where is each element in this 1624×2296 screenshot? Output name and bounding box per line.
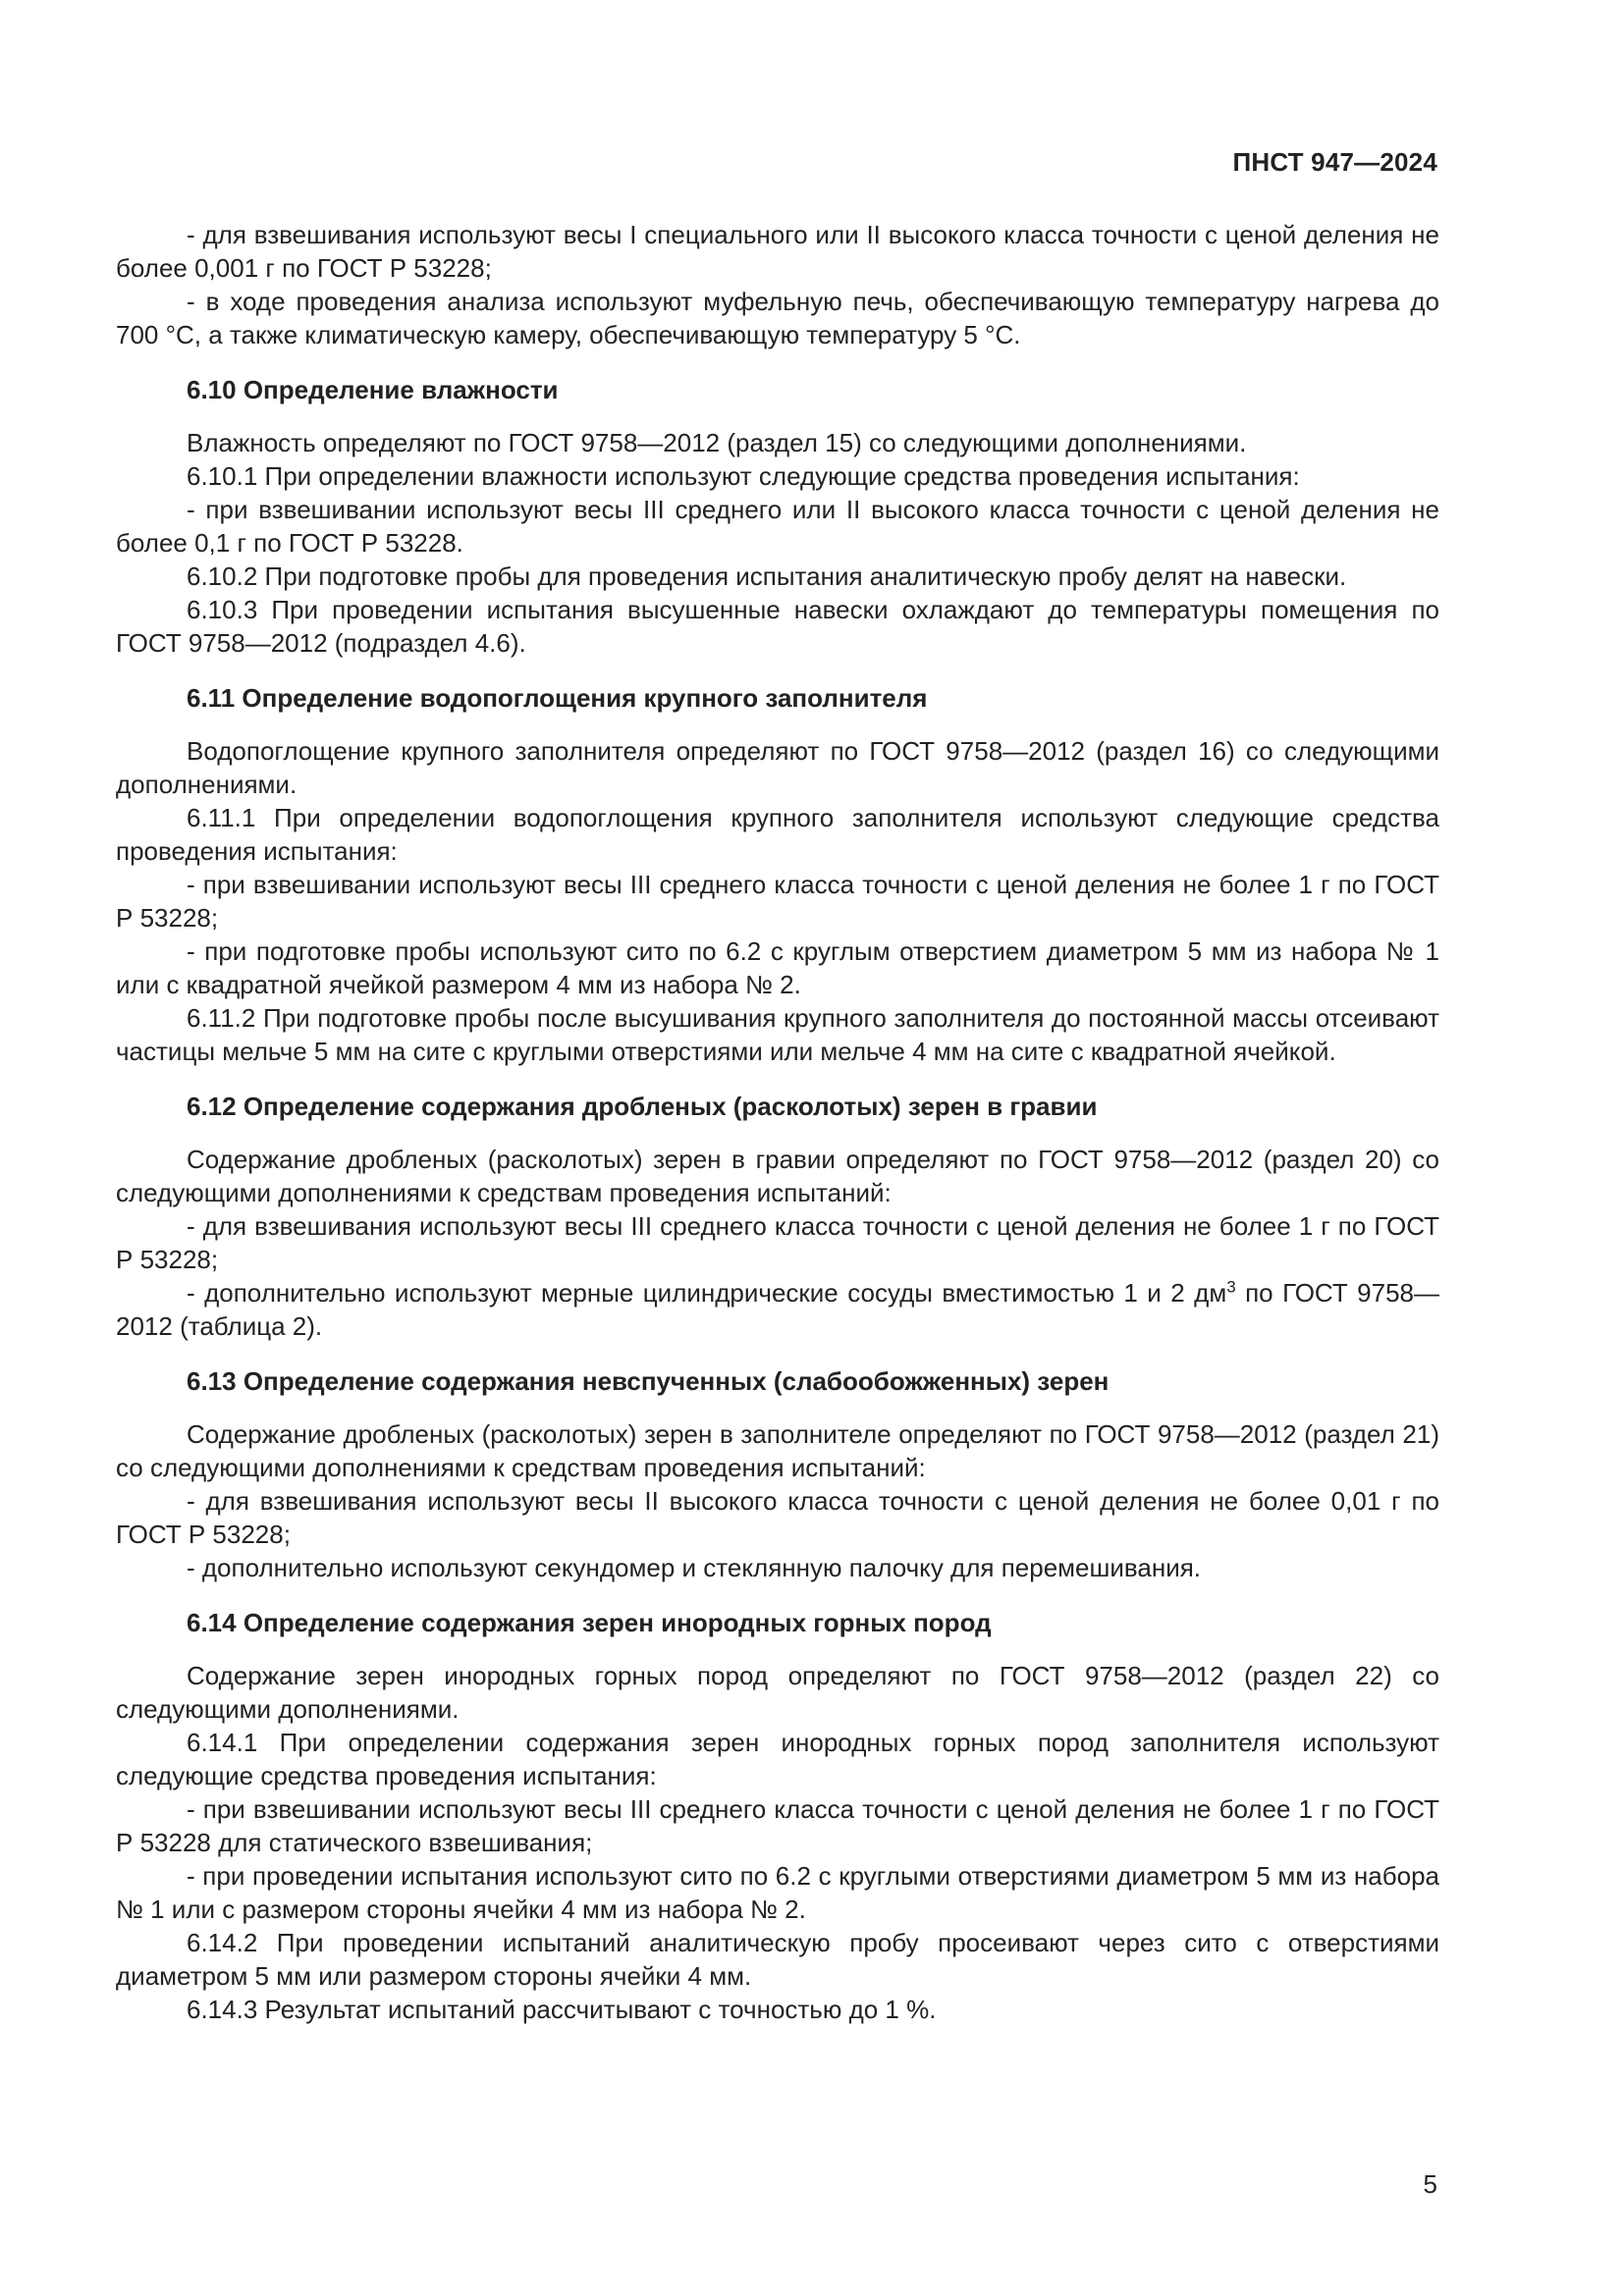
document-id: ПНСТ 947—2024 (1232, 147, 1437, 177)
paragraph-with-superscript (116, 1276, 1439, 1343)
paragraph: 6.14.2 При проведении испытаний аналитическую пробу просеивают через сито с отверстиями диаметром 5 мм или размером стороны ячейки 4 мм. (116, 1928, 1439, 1991)
section-heading-6-10: 6.10 Определение влажности (187, 375, 559, 404)
paragraph: - для взвешивания используют весы I специального или II высокого класса точности с ценой деления не более 0,001 г по ГОСТ Р 53228; (116, 220, 1439, 283)
document-body (116, 218, 1439, 2026)
paragraph: 6.14.3 Результат испытаний рассчитывают с точностью до 1 %. (187, 1995, 937, 2024)
section-heading-6-14: 6.14 Определение содержания зерен инородных горных пород (187, 1608, 992, 1637)
paragraph: - при взвешивании используют весы III среднего класса точности с ценой деления не более 1 г по ГОСТ Р 53228 для статического взвешивания; (116, 1794, 1439, 1857)
paragraph: Влажность определяют по ГОСТ 9758—2012 (раздел 15) со следующими дополнениями. (187, 428, 1247, 457)
paragraph: - при подготовке пробы используют сито по 6.2 с круглым отверстием диаметром 5 мм из набора № 1 или с квадратной ячейкой размером 4 мм из набора № 2. (116, 936, 1439, 999)
paragraph: Содержание зерен инородных горных пород определяют по ГОСТ 9758—2012 (раздел 22) со следующими дополнениями. (116, 1661, 1439, 1724)
paragraph: - при проведении испытания используют сито по 6.2 с круглыми отверстиями диаметром 5 мм из набора № 1 или с размером стороны ячейки 4 мм из набора № 2. (116, 1861, 1439, 1924)
paragraph: - для взвешивания используют весы III среднего класса точности с ценой деления не более 1 г по ГОСТ Р 53228; (116, 1211, 1439, 1274)
paragraph: Содержание дробленых (расколотых) зерен в гравии определяют по ГОСТ 9758—2012 (раздел 20) со следующими дополнениями к средствам проведения испытаний: (116, 1145, 1439, 1207)
paragraph-text: - дополнительно используют мерные цилиндрические сосуды вместимостью 1 и 2 дм (187, 1278, 1227, 1308)
paragraph: 6.14.1 При определении содержания зерен инородных горных пород заполнителя используют следующие средства проведения испытания: (116, 1728, 1439, 1790)
paragraph: 6.11.2 При подготовке пробы после высушивания крупного заполнителя до постоянной массы отсеивают частицы мельче 5 мм на сите с круглыми отверстиями или мельче 4 мм на сите с квадратной ячейкой. (116, 1003, 1439, 1066)
paragraph: - при взвешивании используют весы III среднего класса точности с ценой деления не более 1 г по ГОСТ Р 53228; (116, 870, 1439, 933)
paragraph: Содержание дробленых (расколотых) зерен в заполнителе определяют по ГОСТ 9758—2012 (раздел 21) со следующими дополнениями к средствам проведения испытаний: (116, 1419, 1439, 1482)
paragraph: - в ходе проведения анализа используют муфельную печь, обеспечивающую температуру нагрева до 700 °С, а также климатическую камеру, обеспечивающую температуру 5 °С. (116, 287, 1439, 349)
section-heading-6-11: 6.11 Определение водопоглощения крупного заполнителя (187, 683, 928, 713)
paragraph: 6.10.2 При подготовке пробы для проведения испытания аналитическую пробу делят на навески. (187, 561, 1347, 591)
superscript: 3 (1226, 1277, 1236, 1297)
paragraph: - дополнительно используют секундомер и стеклянную палочку для перемешивания. (187, 1553, 1202, 1582)
paragraph: - при взвешивании используют весы III среднего или II высокого класса точности с ценой деления не более 0,1 г по ГОСТ Р 53228. (116, 495, 1439, 558)
section-heading-6-12: 6.12 Определение содержания дробленых (расколотых) зерен в гравии (187, 1092, 1098, 1121)
paragraph: 6.10.3 При проведении испытания высушенные навески охлаждают до температуры помещения по ГОСТ 9758—2012 (подраздел 4.6). (116, 595, 1439, 658)
section-heading-6-13: 6.13 Определение содержания невспученных (слабообожженных) зерен (187, 1366, 1110, 1396)
page-number: 5 (1423, 2169, 1437, 2199)
paragraph: 6.10.1 При определении влажности используют следующие средства проведения испытания: (187, 461, 1300, 491)
paragraph-text-cont: по ГОСТ 9758—2012 (таблица 2). (116, 1278, 1439, 1341)
paragraph: Водопоглощение крупного заполнителя определяют по ГОСТ 9758—2012 (раздел 16) со следующими дополнениями. (116, 736, 1439, 799)
paragraph: - для взвешивания используют весы II высокого класса точности с ценой деления не более 0,01 г по ГОСТ Р 53228; (116, 1486, 1439, 1549)
paragraph: 6.11.1 При определении водопоглощения крупного заполнителя используют следующие средства проведения испытания: (116, 803, 1439, 866)
